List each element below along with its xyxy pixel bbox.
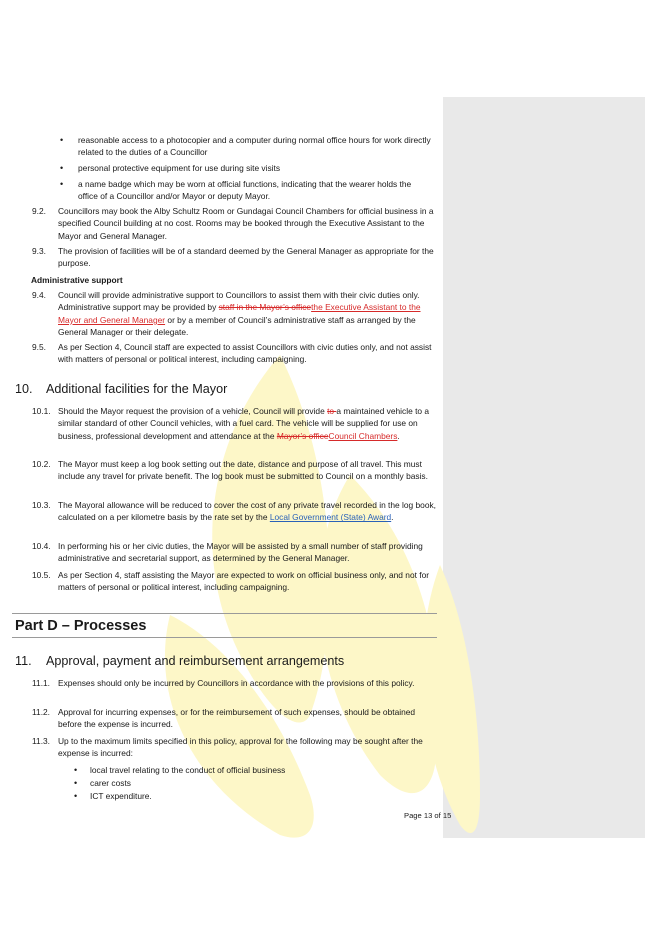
bullet-item: carer costs — [90, 778, 131, 788]
divider — [12, 613, 437, 614]
text-run: a maintained vehicle to a similar standard of other Council vehicles, with a fuel card. The vehicle will be supplied for use on business, professional development and attendance at the — [58, 406, 430, 441]
award-link[interactable]: Local Government (State) Award — [269, 512, 392, 523]
bullet-item: reasonable access to a photocopier and a computer during normal office hours for work directly related to the duties of a Councillor — [78, 135, 431, 158]
bullet-item: a name badge which may be worn at official functions, indicating that the wearer holds the office of a Councillor and/or Mayor or deputy Mayor. — [78, 179, 412, 202]
item-number: 10.3. — [32, 500, 51, 510]
paragraph-9-5: As per Section 4, Council staff are expected to assist Councillors with civic duties only, and not assist with matters of personal or political interest, including campaigning. — [58, 342, 432, 365]
item-number: 11.2. — [32, 707, 51, 717]
bullet-marker-icon: • — [74, 791, 78, 801]
item-number: 9.5. — [32, 342, 46, 352]
text-run: Should the Mayor request the provision of a vehicle, Council will provide — [58, 406, 328, 416]
item-number: 10.2. — [32, 459, 51, 469]
paragraph-11-3: Up to the maximum limits specified in this policy, approval for the following may be sought after the expense is incurred: — [58, 736, 423, 759]
paragraph-11-2: Approval for incurring expenses, or for the reimbursement of such expenses, should be obtained before the expense is incurred. — [58, 707, 416, 730]
section-number: 10. — [15, 382, 33, 396]
part-heading: Part D – Processes — [15, 618, 147, 634]
bullet-item: personal protective equipment for use during site visits — [78, 163, 281, 173]
item-number: 9.3. — [32, 246, 46, 256]
tracked-deletion: to — [327, 406, 337, 416]
text-run: or by a member of Council’s administrative staff as arranged by the General Manager or their delegate. — [58, 314, 416, 338]
bullet-item: local travel relating to the conduct of official business — [90, 765, 286, 775]
paragraph-9-4 — [58, 289, 436, 339]
page-number: Page 13 of 15 — [404, 811, 452, 820]
bullet-item: ICT expenditure. — [90, 791, 152, 801]
paragraph-10-2: The Mayor must keep a log book setting out the date, distance and purpose of all travel. This must include any travel for private benefit. The log book must be submitted to Council on a monthly basis. — [58, 459, 428, 482]
item-number: 10.1. — [32, 406, 51, 416]
bullet-marker-icon: • — [74, 765, 78, 775]
item-number: 10.4. — [32, 541, 51, 551]
section-number: 11. — [15, 654, 32, 668]
bullet-marker-icon: • — [60, 179, 64, 189]
item-number: 11.3. — [32, 736, 51, 746]
subheading-administrative-support: Administrative support — [31, 275, 123, 285]
paragraph-11-1: Expenses should only be incurred by Councillors in accordance with the provisions of this policy. — [58, 678, 415, 688]
paragraph-10-1 — [58, 405, 436, 442]
section-heading: Additional facilities for the Mayor — [46, 382, 228, 396]
tracked-insertion: the Executive Assistant to the Mayor and General Manager — [58, 302, 421, 325]
paragraph-9-2: Councillors may book the Alby Schultz Room or Gundagai Council Chambers for official business in a specified Council building at no cost. Rooms may be booked through the Executive Assistant to the Mayor and General Manager. — [58, 206, 434, 241]
text-run: Council will provide administrative support to Councillors to assist them with their civic duties only. Administrative support may be provided by — [58, 290, 420, 313]
item-number: 9.4. — [32, 290, 46, 300]
bullet-marker-icon: • — [74, 778, 78, 788]
section-heading: Approval, payment and reimbursement arrangements — [46, 654, 345, 668]
bullet-marker-icon: • — [60, 135, 64, 145]
item-number: 10.5. — [32, 570, 51, 580]
paragraph-10-5: As per Section 4, staff assisting the Mayor are expected to work on official business only, and not for matters of personal or political interest, including campaigning. — [58, 570, 430, 593]
divider — [12, 637, 437, 638]
paragraph-10-3 — [58, 499, 436, 524]
text-run: . — [391, 512, 394, 523]
paragraph-10-4: In performing his or her civic duties, the Mayor will be assisted by a small number of staff providing administrative and secretarial support, as determined by the General Manager. — [58, 541, 423, 564]
text-run: . — [397, 430, 400, 441]
bullet-marker-icon: • — [60, 163, 64, 173]
paragraph-9-3: The provision of facilities will be of a standard deemed by the General Manager as appropriate for the purpose. — [58, 246, 434, 269]
tracked-insertion: Council Chambers — [328, 430, 398, 441]
tracked-deletion: staff in the Mayor’s office — [218, 302, 312, 313]
text-run: The Mayoral allowance will be reduced to cover the cost of any private travel recorded in the log book, calculated on a per kilometre basis by the rate set by the — [58, 500, 437, 523]
item-number: 11.1. — [32, 678, 51, 688]
item-number: 9.2. — [32, 206, 46, 216]
tracked-deletion: Mayor’s office — [276, 430, 329, 441]
